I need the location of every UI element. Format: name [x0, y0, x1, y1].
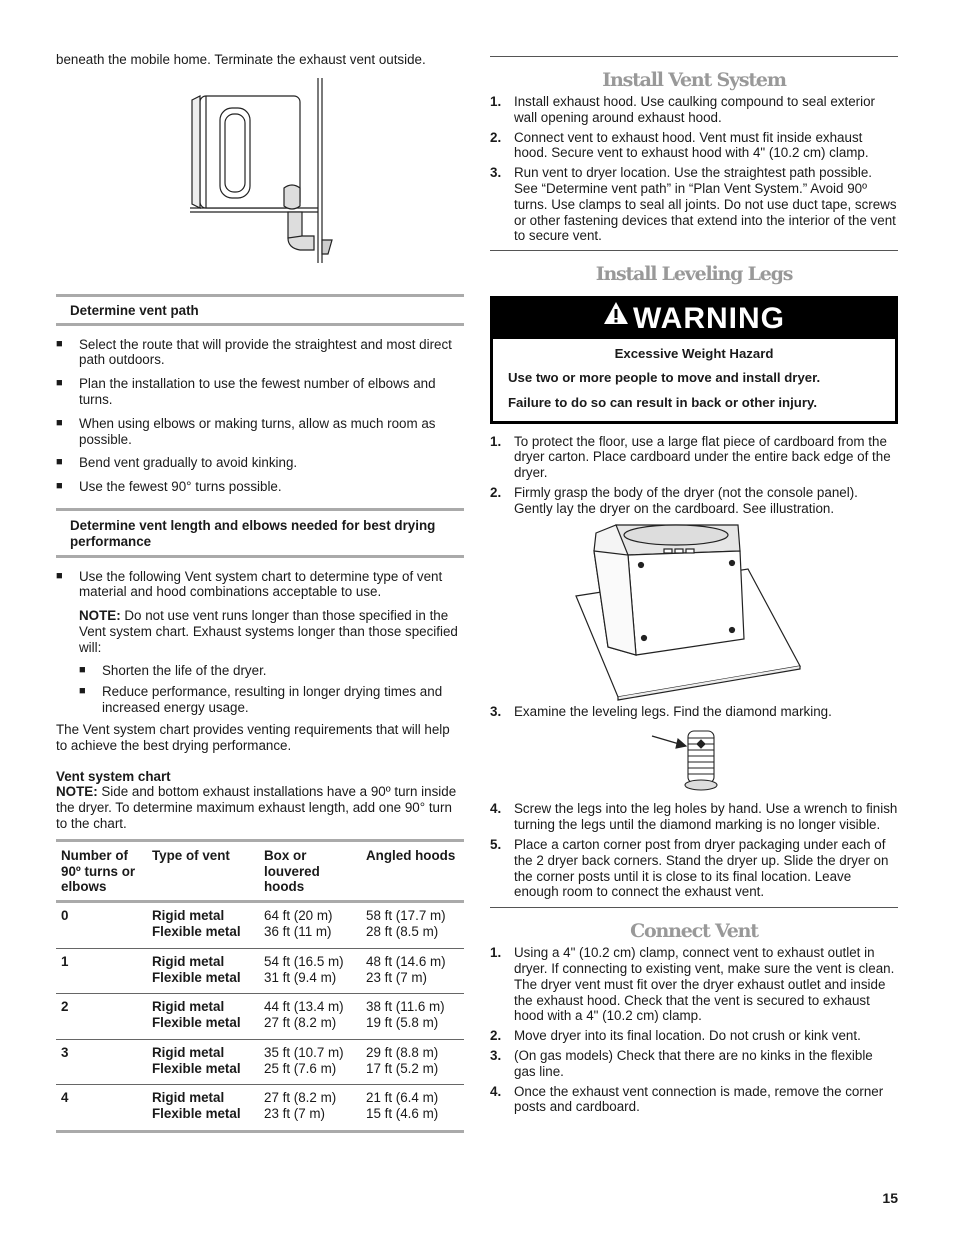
- step-number: 5.: [490, 836, 502, 852]
- vent-type-cell: [147, 948, 259, 994]
- step-text: Examine the leveling legs. Find the diamond marking.: [514, 703, 832, 719]
- vent-type: Rigid metal: [152, 1090, 225, 1106]
- length-value: 36 ft (11 m): [264, 923, 332, 939]
- table-row: [56, 1039, 464, 1085]
- length-value: 27 ft (8.2 m): [264, 1090, 337, 1106]
- warning-line: Failure to do so can result in back or other injury.: [508, 394, 817, 410]
- warning-line: Use two or more people to move and install dryer.: [508, 369, 821, 385]
- step-text: Install exhaust hood. Use caulking compound to seal exterior wall opening around exhaust hood.: [514, 94, 876, 125]
- length-value: 38 ft (11.6 m): [366, 999, 445, 1015]
- list-item: [490, 1084, 898, 1116]
- table-row: [56, 1085, 464, 1132]
- column-header-label: Type of vent: [152, 847, 230, 863]
- vent-type-cell: [147, 1085, 259, 1132]
- angled-hood-cell: [361, 902, 464, 949]
- vent-system-steps: [490, 94, 898, 244]
- column-header: [147, 840, 259, 901]
- length-value: 44 ft (13.4 m): [264, 999, 344, 1015]
- list-item: [490, 434, 898, 481]
- turns-cell: 1: [61, 953, 69, 969]
- step-text: Firmly grasp the body of the dryer (not the console panel). Gently lay the dryer on the cardboard. See illustration.: [514, 484, 858, 516]
- vent-type: Flexible metal: [152, 1015, 241, 1031]
- vent-chart-note: [56, 784, 464, 831]
- length-value: 23 ft (7 m): [366, 969, 428, 985]
- connect-vent-steps: [490, 945, 898, 1115]
- box-hood-cell: [259, 1085, 361, 1132]
- step-text: Connect vent to exhaust hood. Vent must fit inside exhaust hood. Secure vent to exhaust hood with 4" (10.2 cm) clamp.: [514, 129, 869, 161]
- angled-hood-cell: [361, 994, 464, 1040]
- page-number: 15: [882, 1190, 898, 1206]
- step-text: To protect the floor, use a large flat piece of cardboard from the dryer carton. Place cardboard under the entire back edge of the dryer.: [514, 433, 891, 481]
- step-text: Place a carton corner post from dryer packaging under each of the 2 dryer back corners. Stand the dryer up. Slide the dryer on the corner posts until it is close to its final location. Leave enough room to connect the exhaust vent.: [514, 836, 889, 900]
- warning-box: [490, 296, 898, 423]
- leveling-steps-b: [490, 704, 898, 720]
- step-number: 1.: [490, 433, 502, 449]
- step-number: 3.: [490, 1047, 502, 1063]
- vent-chart-title: Vent system chart: [56, 768, 171, 784]
- warning-body: [493, 339, 895, 420]
- step-number: 3.: [490, 703, 502, 719]
- list-item: [490, 130, 898, 162]
- length-value: 27 ft (8.2 m): [264, 1015, 337, 1031]
- step-number: 4.: [490, 1083, 502, 1099]
- column-header: [56, 840, 147, 901]
- list-item: [490, 704, 898, 720]
- vent-type-cell: [147, 902, 259, 949]
- list-item: [490, 945, 898, 1024]
- connect-vent-title: Connect Vent: [630, 920, 758, 943]
- list-item: ■ When using elbows or making turns, allow as much room as possible.: [56, 416, 464, 448]
- turns-cell: 4: [61, 1090, 69, 1106]
- length-value: 48 ft (14.6 m): [366, 953, 446, 969]
- turns-cell: 0: [61, 908, 69, 924]
- length-value: 15 ft (4.6 m): [366, 1106, 439, 1122]
- step-number: 4.: [490, 801, 502, 817]
- column-header: [259, 840, 361, 901]
- list-item: [490, 1028, 898, 1044]
- table-row: [56, 994, 464, 1040]
- list-item: [490, 485, 898, 517]
- leveling-steps-c: [490, 801, 898, 900]
- install-vent-system-title: Install Vent System: [602, 69, 786, 91]
- vent-length-heading: Determine vent length and elbows needed for best drying performance: [56, 508, 464, 558]
- vent-type-cell: [147, 994, 259, 1040]
- right-column: [490, 56, 898, 1119]
- intro-line: beneath the mobile home. Terminate the exhaust vent outside.: [56, 52, 426, 67]
- list-item: [490, 1048, 898, 1080]
- length-value: 29 ft (8.8 m): [366, 1044, 439, 1060]
- note-label: NOTE:: [56, 784, 98, 800]
- length-value: 23 ft (7 m): [264, 1106, 326, 1122]
- table-row: [56, 948, 464, 994]
- step-text: Move dryer into its final location. Do not crush or kink vent.: [514, 1028, 861, 1044]
- list-item: ■ Use the following Vent system chart to determine type of vent material and hood combinations acceptable to use.: [56, 569, 464, 601]
- left-column: [56, 52, 464, 1133]
- vent-path-heading: Determine vent path: [56, 294, 464, 326]
- column-header-label: Angled hoods: [366, 847, 456, 863]
- note-text: Side and bottom exhaust installations have a 90º turn inside the dryer. To determine maximum exhaust length, add one 90° turn to the chart.: [56, 784, 457, 831]
- vent-type: Rigid metal: [152, 953, 225, 969]
- divider: [490, 907, 898, 908]
- vent-type: Flexible metal: [152, 923, 241, 939]
- length-value: 28 ft (8.5 m): [366, 923, 439, 939]
- mobile-home-vent-illustration: [190, 78, 340, 263]
- step-text: Screw the legs into the leg holes by hand. Use a wrench to finish turning the legs until the diamond marking is no longer visible.: [514, 801, 898, 833]
- divider: [490, 250, 898, 251]
- column-header: [361, 840, 464, 901]
- vent-length-sub-bullets: [79, 663, 464, 716]
- table-header-row: [56, 840, 464, 901]
- vent-type: Flexible metal: [152, 969, 241, 985]
- vent-length-bullets: [56, 569, 464, 601]
- step-number: 1.: [490, 945, 502, 961]
- vent-system-table: [56, 839, 464, 1133]
- install-leveling-legs-title: Install Leveling Legs: [595, 263, 793, 286]
- step-number: 3.: [490, 165, 502, 181]
- step-text: (On gas models) Check that there are no kinks in the flexible gas line.: [514, 1047, 873, 1079]
- step-number: 1.: [490, 94, 502, 109]
- turns-cell: 3: [61, 1044, 69, 1060]
- list-item: ■ Reduce performance, resulting in longer drying times and increased energy usage.: [79, 684, 464, 716]
- step-number: 2.: [490, 129, 502, 145]
- vent-type: Flexible metal: [152, 1106, 241, 1122]
- step-number: 2.: [490, 484, 502, 500]
- dryer-on-cardboard-illustration: [568, 521, 808, 701]
- box-hood-cell: [259, 994, 361, 1040]
- length-value: 58 ft (17.7 m): [366, 908, 446, 924]
- vent-type: Rigid metal: [152, 908, 225, 924]
- list-item: ■ Bend vent gradually to avoid kinking.: [56, 455, 464, 471]
- column-header-label: Number of 90º turns or elbows: [61, 847, 136, 895]
- vent-type-cell: [147, 1039, 259, 1085]
- vent-length-closing: The Vent system chart provides venting requirements that will help to achieve the best drying performance.: [56, 721, 450, 753]
- length-value: 17 ft (5.2 m): [366, 1060, 439, 1076]
- list-item: [490, 837, 898, 900]
- list-item: [490, 165, 898, 244]
- divider: [490, 56, 898, 57]
- column-header-label: Box or louvered hoods: [264, 847, 320, 895]
- length-value: 64 ft (20 m): [264, 908, 333, 924]
- list-item: [490, 94, 898, 126]
- vent-type: Rigid metal: [152, 1044, 225, 1060]
- angled-hood-cell: [361, 948, 464, 994]
- angled-hood-cell: [361, 1085, 464, 1132]
- warning-hazard: Excessive Weight Hazard: [614, 346, 774, 362]
- vent-path-bullets: [56, 337, 464, 495]
- table-row: [56, 902, 464, 949]
- leveling-leg-illustration: [642, 728, 722, 792]
- step-number: 2.: [490, 1028, 502, 1044]
- vent-type: Rigid metal: [152, 999, 225, 1015]
- list-item: [490, 801, 898, 833]
- warning-triangle-icon: [603, 297, 629, 335]
- length-value: 19 ft (5.8 m): [366, 1015, 439, 1031]
- vent-type: Flexible metal: [152, 1060, 241, 1076]
- length-value: 35 ft (10.7 m): [264, 1044, 344, 1060]
- leveling-steps-a: [490, 434, 898, 517]
- list-item: ■ Use the fewest 90° turns possible.: [56, 479, 464, 495]
- box-hood-cell: [259, 902, 361, 949]
- length-value: 31 ft (9.4 m): [264, 969, 337, 985]
- length-value: 25 ft (7.6 m): [264, 1060, 337, 1076]
- angled-hood-cell: [361, 1039, 464, 1085]
- note-label: NOTE:: [79, 608, 121, 624]
- turns-cell: 2: [61, 999, 69, 1015]
- box-hood-cell: [259, 1039, 361, 1085]
- box-hood-cell: [259, 948, 361, 994]
- length-value: 21 ft (6.4 m): [366, 1090, 439, 1106]
- vent-length-note: [79, 608, 464, 655]
- length-value: 54 ft (16.5 m): [264, 953, 344, 969]
- warning-header: [493, 299, 895, 339]
- list-item: ■ Plan the installation to use the fewest number of elbows and turns.: [56, 376, 464, 408]
- warning-label: WARNING: [633, 302, 785, 336]
- note-text: Do not use vent runs longer than those specified in the Vent system chart. Exhaust systems longer than those specified will:: [79, 608, 458, 655]
- step-text: Using a 4" (10.2 cm) clamp, connect vent to exhaust outlet in dryer. If connecting to existing vent, make sure the vent is clean. The dryer vent must fit over the dryer exhaust outlet and inside the exhaust hood. Check that the vent is secured to exhaust hood with a 4" (10.2 cm) clamp.: [514, 945, 895, 1024]
- list-item: ■ Shorten the life of the dryer.: [79, 663, 464, 679]
- list-item: ■ Select the route that will provide the straightest and most direct path outdoors.: [56, 337, 464, 369]
- step-text: Run vent to dryer location. Use the straightest path possible. See “Determine vent path” in “Plan Vent System.” Avoid 90º turns. Use clamps to seal all joints. Do not use duct tape, screws or other fastening devices that extend into the interior of the vent to secure vent.: [514, 165, 897, 244]
- step-text: Once the exhaust vent connection is made, remove the corner posts and cardboard.: [514, 1083, 884, 1115]
